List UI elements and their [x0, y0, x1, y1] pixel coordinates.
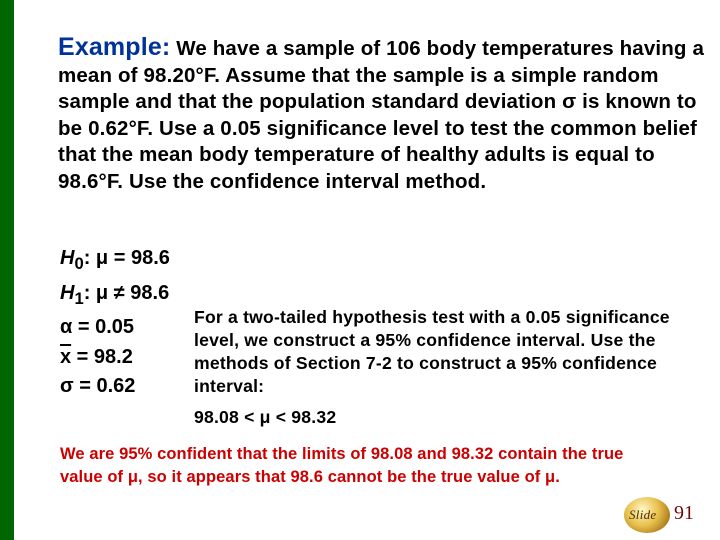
given-values [60, 244, 170, 402]
conclusion-text: We are 95% confident that the limits of 98.08 and 98.32 contain the true value of μ, so it appears that 98.6 cannot be the true value of μ. [60, 445, 624, 486]
null-hypothesis-symbol: H [60, 247, 75, 269]
slide-number: 91 [674, 502, 694, 524]
sample-mean-value: = 98.2 [71, 345, 133, 368]
alternative-hypothesis [60, 279, 170, 314]
method-explanation [194, 306, 714, 429]
sample-mean [60, 343, 170, 373]
left-accent-bar [0, 0, 14, 540]
method-text: For a two-tailed hypothesis test with a 0.05 significance level, we construct a 95% confidence interval. Use the methods of Section 7-2 to construct a 95% confidence interval: [194, 307, 670, 396]
alternative-hypothesis-subscript: 1 [74, 288, 84, 308]
example-label: Example: [58, 33, 171, 61]
significance-level: α = 0.05 [60, 316, 135, 338]
confidence-interval: 98.08 < μ < 98.32 [194, 407, 337, 427]
sample-mean-symbol: $\overline{x}$ [60, 345, 72, 368]
slide-number-badge [624, 497, 716, 533]
slide-badge-label: Slide [629, 507, 657, 522]
alternative-hypothesis-symbol: H [60, 281, 75, 304]
null-hypothesis [60, 244, 170, 279]
null-hypothesis-subscript: 0 [74, 254, 84, 273]
null-hypothesis-statement: : μ = 98.6 [83, 247, 170, 269]
example-text: We have a sample of 106 body temperatures having a mean of 98.20°F. Assume that the sample is a simple random sample and that the population standard deviation σ is known to be 0.62°F. Use a 0.05 significance level to test the common belief that the mean body temperature of healthy adults is equal to 98.6°F. Use the confidence interval method. [58, 37, 704, 193]
alternative-hypothesis-statement: : μ ≠ 98.6 [83, 281, 170, 304]
population-std-dev: σ = 0.62 [60, 375, 136, 397]
example-paragraph [58, 34, 708, 196]
